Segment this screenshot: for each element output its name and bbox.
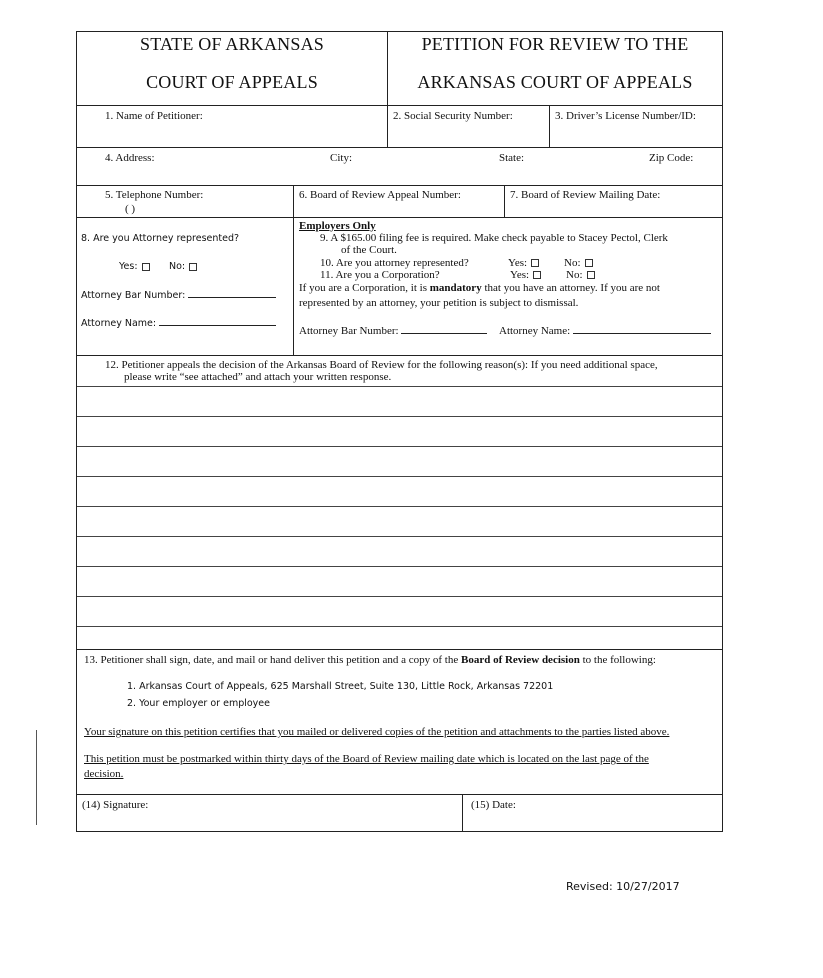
board-decision-emphasis: Board of Review decision (460, 654, 580, 666)
corporation-yes-checkbox[interactable] (533, 271, 541, 279)
court-title (77, 32, 387, 105)
revision-date: Revised: 10/27/2017 (566, 880, 680, 893)
date-label: (15) Date: (471, 799, 516, 811)
employer-attorney-yes[interactable] (508, 257, 539, 269)
signature-label: (14) Signature: (82, 799, 149, 811)
employer-attorney-no-checkbox[interactable] (585, 259, 593, 267)
reason-line[interactable] (77, 507, 722, 537)
attorney-yes-checkbox[interactable] (142, 263, 150, 271)
signature-row (77, 795, 722, 831)
reason-line[interactable] (77, 567, 722, 597)
postmark-notice-cont: decision. (84, 768, 124, 780)
attorney-yes-label: Yes: (119, 261, 138, 272)
mailing-intro-text-cont: to the following: (579, 654, 656, 666)
corporation-no-checkbox[interactable] (587, 271, 595, 279)
ssn-label: 2. Social Security Number: (393, 110, 513, 122)
mailing-intro (84, 654, 656, 666)
mandatory-emphasis: mandatory (429, 282, 482, 294)
employer-attorney-name-line[interactable] (573, 333, 711, 334)
petition-title-line2: ARKANSAS COURT OF APPEALS (417, 72, 693, 92)
attorney-name-field[interactable] (81, 318, 276, 329)
corporation-requirement-text: If you are a Corporation, it is (299, 282, 430, 294)
employer-attorney-bar-label: Attorney Bar Number: (299, 325, 399, 337)
attorney-bar-label: Attorney Bar Number: (81, 290, 186, 301)
employer-attorney-bar-field[interactable] (299, 325, 487, 337)
reason-line[interactable] (77, 417, 722, 447)
reason-line[interactable] (77, 477, 722, 507)
employer-attorney-name-label: Attorney Name: (499, 325, 571, 337)
mailing-date-field[interactable] (504, 186, 722, 217)
employer-attorney-name-field[interactable] (499, 325, 711, 337)
petition-title-line1: PETITION FOR REVIEW TO THE (421, 34, 689, 54)
corporation-no-label: No: (566, 269, 583, 281)
reasons-text-cont: please write “see attached” and attach your written response. (124, 371, 392, 383)
court-title-line: COURT OF APPEALS (146, 72, 318, 92)
reason-line[interactable] (77, 597, 722, 627)
form-header (77, 32, 722, 106)
attorney-no-label: No: (169, 261, 186, 272)
attorney-row (77, 218, 722, 356)
recipient-court: 1. Arkansas Court of Appeals, 625 Marshall Street, Suite 130, Little Rock, Arkansas 72201 (127, 681, 554, 692)
drivers-license-label: 3. Driver’s License Number/ID: (555, 110, 696, 122)
attorney-bar-field[interactable] (81, 290, 276, 301)
address-field[interactable] (77, 148, 722, 185)
reasons-instructions (77, 356, 722, 387)
employers-section (293, 218, 722, 355)
employer-attorney-question: 10. Are you attorney represented? (320, 257, 469, 269)
petitioner-name-label: 1. Name of Petitioner: (105, 110, 203, 122)
petition-title (387, 32, 722, 105)
mailing-date-label: 7. Board of Review Mailing Date: (510, 189, 661, 201)
reason-line[interactable] (77, 387, 722, 417)
employer-attorney-yes-checkbox[interactable] (531, 259, 539, 267)
phone-row (77, 186, 722, 218)
employers-only-heading: Employers Only (299, 220, 376, 232)
filing-fee-text-cont: of the Court. (341, 244, 397, 256)
attorney-no-option[interactable] (169, 261, 197, 272)
postmark-notice: This petition must be postmarked within thirty days of the Board of Review mailing date which is located on the last page of the (84, 753, 649, 765)
mailing-intro-text: 13. Petitioner shall sign, date, and mail or hand deliver this petition and a copy of the (84, 654, 461, 666)
drivers-license-field[interactable] (549, 106, 722, 147)
petition-form (76, 31, 723, 832)
date-field[interactable] (462, 795, 722, 831)
telephone-label: 5. Telephone Number: (105, 189, 204, 201)
reason-line[interactable] (77, 447, 722, 477)
zip-code-label: Zip Code: (649, 152, 694, 164)
state-label: State: (499, 152, 525, 164)
attorney-bar-line[interactable] (188, 297, 276, 298)
attorney-name-label: Attorney Name: (81, 318, 157, 329)
employer-attorney-bar-line[interactable] (401, 333, 487, 334)
appeal-number-label: 6. Board of Review Appeal Number: (299, 189, 461, 201)
appeal-number-field[interactable] (293, 186, 504, 217)
address-label: 4. Address: (105, 152, 155, 164)
petitioner-name-field[interactable] (77, 106, 387, 147)
address-row (77, 148, 722, 186)
employer-attorney-no[interactable] (564, 257, 593, 269)
corporation-requirement-text-cont: that you have an attorney. If you are not (481, 282, 660, 294)
corporation-no[interactable] (566, 269, 595, 281)
filing-fee-text: 9. A $165.00 filing fee is required. Make check payable to Stacey Pectol, Clerk (320, 232, 668, 244)
employer-attorney-no-label: No: (564, 257, 581, 269)
area-code-parens: ( ) (125, 203, 136, 215)
attorney-question: 8. Are you Attorney represented? (81, 233, 240, 244)
scan-edge-mark (36, 730, 37, 825)
petitioner-attorney-section (77, 218, 293, 355)
corporation-yes[interactable] (510, 269, 541, 281)
attorney-yes-option[interactable] (119, 261, 150, 272)
corporation-requirement (299, 282, 660, 294)
petitioner-row (77, 106, 722, 148)
attorney-name-line[interactable] (159, 325, 276, 326)
corporation-yes-label: Yes: (510, 269, 530, 281)
corporation-question: 11. Are you a Corporation? (320, 269, 440, 281)
dismissal-warning: represented by an attorney, your petition is subject to dismissal. (299, 297, 579, 309)
employer-attorney-yes-label: Yes: (508, 257, 528, 269)
city-label: City: (330, 152, 353, 164)
recipient-employer: 2. Your employer or employee (127, 698, 270, 709)
reasons-text: 12. Petitioner appeals the decision of the Arkansas Board of Review for the following reason(s): If you need additional space, (105, 359, 658, 371)
state-title: STATE OF ARKANSAS (140, 34, 324, 54)
ssn-field[interactable] (387, 106, 549, 147)
reasons-section (77, 356, 722, 650)
mailing-instructions (77, 650, 722, 795)
signature-field[interactable] (77, 795, 462, 831)
attorney-no-checkbox[interactable] (189, 263, 197, 271)
telephone-field[interactable] (77, 186, 293, 217)
reason-line[interactable] (77, 537, 722, 567)
certification-statement: Your signature on this petition certifies that you mailed or delivered copies of the petition and attachments to the parties listed above. (84, 726, 670, 738)
